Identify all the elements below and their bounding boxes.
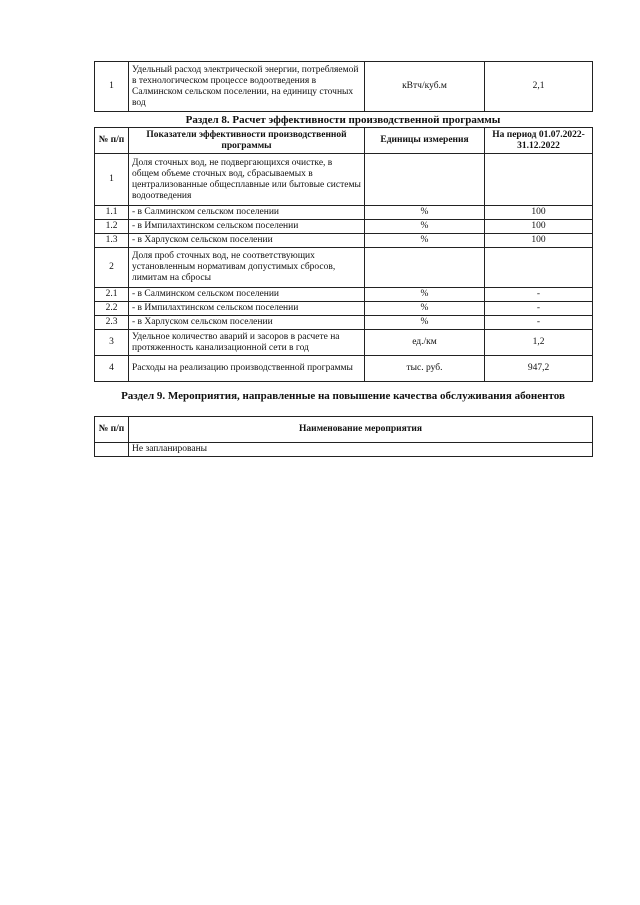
- row-number: 2.3: [95, 316, 129, 330]
- header-num: № п/п: [95, 128, 129, 154]
- row-number: 1.2: [95, 220, 129, 234]
- row-number: 4: [95, 356, 129, 382]
- row-indicator: - в Харлуском сельском поселении: [129, 234, 365, 248]
- row-unit: ед./км: [365, 330, 485, 356]
- table-row: [95, 248, 593, 288]
- row-value: [485, 248, 593, 288]
- row-number: 1: [95, 62, 129, 112]
- row-unit: кВтч/куб.м: [365, 62, 485, 112]
- table-row: [95, 220, 593, 234]
- row-unit: %: [365, 234, 485, 248]
- efficiency-table: [94, 127, 593, 382]
- header-row: [95, 128, 593, 154]
- table-row: [95, 288, 593, 302]
- row-number: 1.1: [95, 206, 129, 220]
- header-name: Наименование мероприятия: [129, 417, 593, 443]
- table-row: [95, 302, 593, 316]
- row-value: -: [485, 288, 593, 302]
- row-value: 2,1: [485, 62, 593, 112]
- row-number: 1.3: [95, 234, 129, 248]
- row-unit: %: [365, 220, 485, 234]
- row-value: 100: [485, 234, 593, 248]
- row-value: -: [485, 316, 593, 330]
- row-unit: %: [365, 206, 485, 220]
- row-unit: [365, 154, 485, 206]
- row-value: 100: [485, 220, 593, 234]
- row-indicator: - в Салминском сельском поселении: [129, 206, 365, 220]
- row-number: 3: [95, 330, 129, 356]
- section-8-title: Раздел 8. Расчет эффективности производственной программы: [185, 114, 501, 126]
- row-indicator: - в Харлуском сельском поселении: [129, 316, 365, 330]
- section-9-title: Раздел 9. Мероприятия, направленные на повышение качества обслуживания абонентов: [121, 390, 565, 402]
- row-indicator: Удельное количество аварий и засоров в расчете на протяженность канализационной сети в год: [129, 330, 365, 356]
- table-row: [95, 356, 593, 382]
- row-measure: Не запланированы: [129, 443, 593, 457]
- table-row: [95, 443, 593, 457]
- row-unit: %: [365, 288, 485, 302]
- table-row: [95, 154, 593, 206]
- row-number: 2.2: [95, 302, 129, 316]
- table-row: [95, 234, 593, 248]
- row-number: 2: [95, 248, 129, 288]
- measures-table: [94, 416, 593, 457]
- row-unit: %: [365, 316, 485, 330]
- row-indicator: Доля сточных вод, не подвергающихся очистке, в общем объеме сточных вод, сбрасываемых в централизованные общесплавные или бытовые системы водоотведения: [129, 154, 365, 206]
- row-unit: %: [365, 302, 485, 316]
- row-number: 2.1: [95, 288, 129, 302]
- row-number: 1: [95, 154, 129, 206]
- row-indicator: Доля проб сточных вод, не соответствующих установленным нормативам допустимых сбросов, лимитам на сбросы: [129, 248, 365, 288]
- row-indicator: - в Импилахтинском сельском поселении: [129, 302, 365, 316]
- table-row: [95, 316, 593, 330]
- header-row: [95, 417, 593, 443]
- row-value: 947,2: [485, 356, 593, 382]
- row-indicator: - в Импилахтинском сельском поселении: [129, 220, 365, 234]
- row-value: [485, 154, 593, 206]
- row-unit: тыс. руб.: [365, 356, 485, 382]
- row-value: -: [485, 302, 593, 316]
- header-indicator: Показатели эффективности производственной программы: [129, 128, 365, 154]
- header-unit: Единицы измерения: [365, 128, 485, 154]
- row-number: [95, 443, 129, 457]
- header-period: На период 01.07.2022-31.12.2022: [485, 128, 593, 154]
- energy-consumption-table: [94, 61, 593, 112]
- table-row: [95, 62, 593, 112]
- table-row: [95, 330, 593, 356]
- row-value: 100: [485, 206, 593, 220]
- row-indicator: Удельный расход электрической энергии, потребляемой в технологическом процессе водоотведения в Салминском сельском поселении, на единицу сточных вод: [129, 62, 365, 112]
- row-unit: [365, 248, 485, 288]
- row-indicator: - в Салминском сельском поселении: [129, 288, 365, 302]
- row-indicator: Расходы на реализацию производственной программы: [129, 356, 365, 382]
- header-num: № п/п: [95, 417, 129, 443]
- row-value: 1,2: [485, 330, 593, 356]
- table-row: [95, 206, 593, 220]
